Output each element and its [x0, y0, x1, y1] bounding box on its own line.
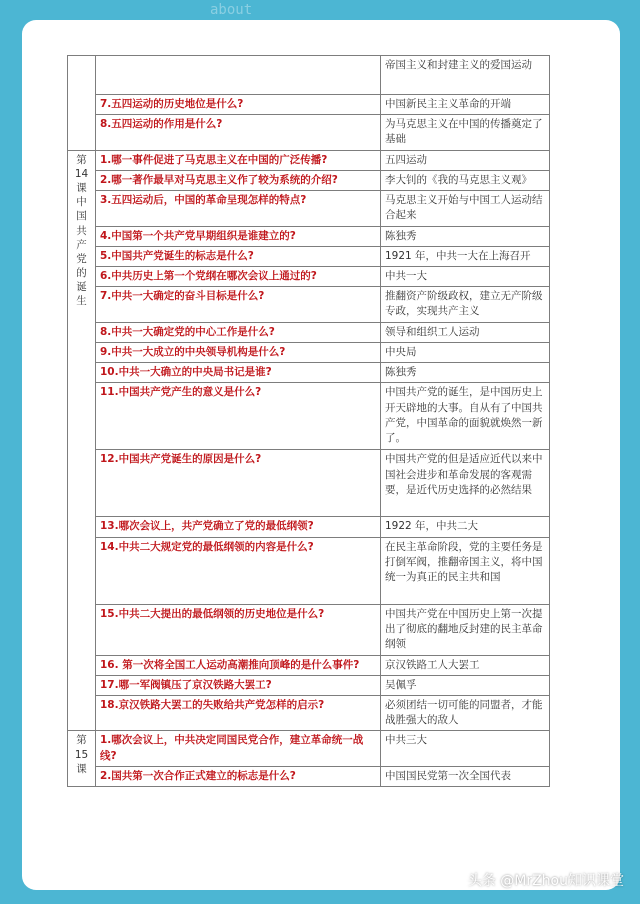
- question-cell: 14.中共二大规定党的最低纲领的内容是什么?: [96, 537, 381, 604]
- answer-cell: 中共三大: [381, 731, 550, 766]
- watermark-text: 头条 @MrZhou知识课堂: [467, 873, 624, 889]
- lesson-cell: 第15课: [68, 731, 96, 787]
- answer-cell: 京汉铁路工人大罢工: [381, 655, 550, 675]
- answer-cell: 陈独秀: [381, 226, 550, 246]
- question-cell: 1.哪次会议上，中共决定同国民党合作，建立革命统一战线?: [96, 731, 381, 766]
- table-row: [68, 604, 550, 655]
- question-cell: 7.五四运动的历史地位是什么?: [96, 95, 381, 115]
- question-cell: 2.哪一著作最早对马克思主义作了较为系统的介绍?: [96, 170, 381, 190]
- answer-cell: 李大钊的《我的马克思主义观》: [381, 170, 550, 190]
- answer-cell: 吴佩孚: [381, 675, 550, 695]
- table-row: [68, 150, 550, 170]
- table-row: [68, 731, 550, 766]
- question-cell: 4.中国第一个共产党早期组织是谁建立的?: [96, 226, 381, 246]
- question-cell: 9.中共一大成立的中央领导机构是什么?: [96, 342, 381, 362]
- answer-cell: 马克思主义开始与中国工人运动结合起来: [381, 191, 550, 226]
- table-row: [68, 170, 550, 190]
- question-cell: 8.中共一大确定党的中心工作是什么?: [96, 322, 381, 342]
- question-cell: 16. 第一次将全国工人运动高潮推向顶峰的是什么事件?: [96, 655, 381, 675]
- background-doodle-text: about: [210, 2, 253, 18]
- table-row: [68, 517, 550, 537]
- answer-cell: 五四运动: [381, 150, 550, 170]
- table-row: [68, 246, 550, 266]
- answer-cell: 为马克思主义在中国的传播奠定了基础: [381, 115, 550, 150]
- question-cell: 10.中共一大确立的中央局书记是谁?: [96, 363, 381, 383]
- table-row: [68, 287, 550, 322]
- table-row: [68, 363, 550, 383]
- question-cell: 2.国共第一次合作正式建立的标志是什么?: [96, 766, 381, 786]
- question-cell: 11.中国共产党产生的意义是什么?: [96, 383, 381, 450]
- question-cell: 17.哪一军阀镇压了京汉铁路大罢工?: [96, 675, 381, 695]
- question-cell: 7.中共一大确定的奋斗目标是什么?: [96, 287, 381, 322]
- answer-cell: 在民主革命阶段，党的主要任务是打倒军阀，推翻帝国主义，将中国统一为真正的民主共和国: [381, 537, 550, 604]
- table-row: [68, 695, 550, 730]
- answer-cell: 中共一大: [381, 266, 550, 286]
- answer-cell: 中国国民党第一次全国代表: [381, 766, 550, 786]
- table-row: [68, 342, 550, 362]
- answer-cell: 中国新民主主义革命的开端: [381, 95, 550, 115]
- lesson-cell: [68, 56, 96, 151]
- answer-cell: 中国共产党的诞生，是中国历史上开天辟地的大事。自从有了中国共产党，中国革命的面貌就焕然一新了。: [381, 383, 550, 450]
- table-row: [68, 115, 550, 150]
- table-row: [68, 766, 550, 786]
- question-cell: 1.哪一事件促进了马克思主义在中国的广泛传播?: [96, 150, 381, 170]
- answer-cell: 中国共产党的但是适应近代以来中国社会进步和革命发展的客观需要，是近代历史选择的必然结果: [381, 450, 550, 517]
- answer-cell: 中国共产党在中国历史上第一次提出了彻底的翻地反封建的民主革命纲领: [381, 604, 550, 655]
- answer-cell: 帝国主义和封建主义的爱国运动: [381, 56, 550, 95]
- answer-cell: 推翻资产阶级政权，建立无产阶级专政，实现共产主义: [381, 287, 550, 322]
- question-cell: 3.五四运动后，中国的革命呈现怎样的特点?: [96, 191, 381, 226]
- question-cell: 8.五四运动的作用是什么?: [96, 115, 381, 150]
- lesson-cell: 第14课中国共产党的诞生: [68, 150, 96, 731]
- table-row: [68, 675, 550, 695]
- question-cell: 18.京汉铁路大罢工的失败给共产党怎样的启示?: [96, 695, 381, 730]
- answer-cell: 必须团结一切可能的同盟者，才能战胜强大的敌人: [381, 695, 550, 730]
- answer-cell: 1921 年，中共一大在上海召开: [381, 246, 550, 266]
- question-cell: 6.中共历史上第一个党纲在哪次会议上通过的?: [96, 266, 381, 286]
- question-cell: 15.中共二大提出的最低纲领的历史地位是什么?: [96, 604, 381, 655]
- table-row: [68, 266, 550, 286]
- table-row: [68, 95, 550, 115]
- question-cell: 12.中国共产党诞生的原因是什么?: [96, 450, 381, 517]
- table-row: [68, 383, 550, 450]
- question-cell: [96, 56, 381, 95]
- table-row: [68, 191, 550, 226]
- table-row: [68, 450, 550, 517]
- table-row: [68, 226, 550, 246]
- answer-cell: 领导和组织工人运动: [381, 322, 550, 342]
- table-row: [68, 537, 550, 604]
- table-row: [68, 322, 550, 342]
- question-cell: 13.哪次会议上，共产党确立了党的最低纲领?: [96, 517, 381, 537]
- question-cell: 5.中国共产党诞生的标志是什么?: [96, 246, 381, 266]
- answer-cell: 陈独秀: [381, 363, 550, 383]
- table-row: [68, 56, 550, 95]
- answer-cell: 中央局: [381, 342, 550, 362]
- qa-table: [67, 55, 550, 787]
- table-row: [68, 655, 550, 675]
- answer-cell: 1922 年，中共二大: [381, 517, 550, 537]
